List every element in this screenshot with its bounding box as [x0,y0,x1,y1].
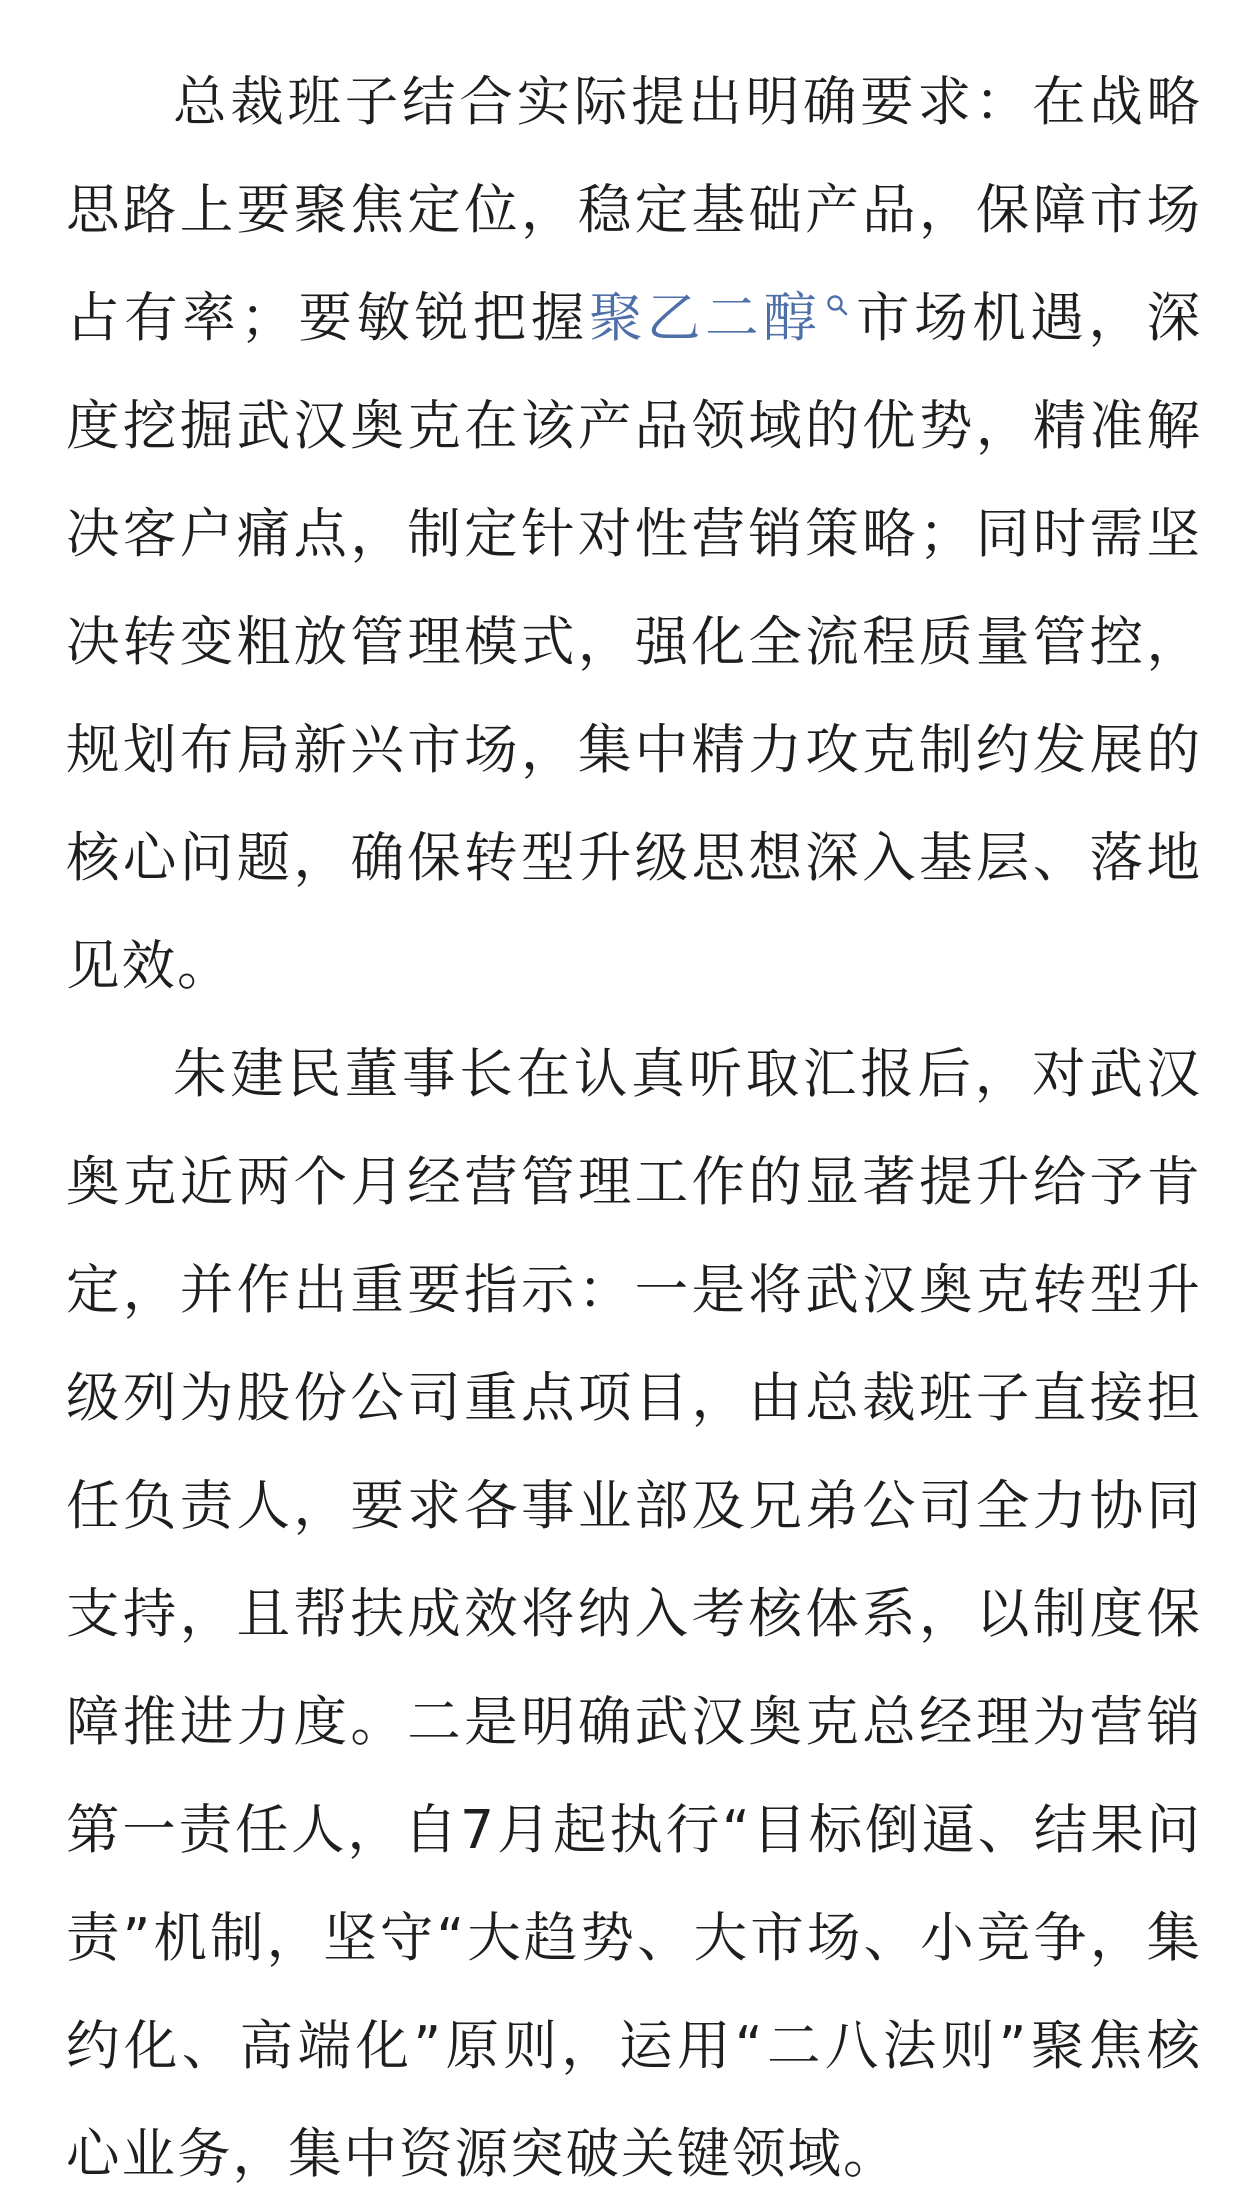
paragraph-chairman-instructions: 朱建民董事长在认真听取汇报后，对武汉奥克近两个月经营管理工作的显著提升给予肯定，并作出重要指示：一是将武汉奥克转型升级列为股份公司重点项目，由总裁班子直接担任负责人，要求各事业部及兄弟公司全力协同支持，且帮扶成效将纳入考核体系，以制度保障推进力度。二是明确武汉奥克总经理为营销第一责任人，自7月起执行“目标倒逼、结果问责”机制，坚守“大趋势、大市场、小竞争，集约化、高端化”原则，运用“二八法则”聚焦核心业务，集中资源突破关键领域。 [66,1042,1202,2185]
paragraph-text-before-keyword: 总裁班子结合实际提出明确要求：在战略思路上要聚焦定位，稳定基础产品，保障市场占有率；要敏锐把握 [66,70,1202,349]
keyword-search-link[interactable] [589,286,853,349]
article-body [66,48,1202,2208]
paragraph-requirements [66,48,1202,1020]
paragraph-text-after-keyword: 市场机遇，深度挖掘武汉奥克在该产品领域的优势，精准解决客户痛点，制定针对性营销策略；同时需坚决转变粗放管理模式，强化全流程质量管控，规划布局新兴市场，集中精力攻克制约发展的核心问题，确保转型升级思想深入基层、落地见效。 [66,286,1203,997]
keyword-label: 聚乙二醇 [588,286,822,349]
search-icon[interactable] [825,293,849,317]
